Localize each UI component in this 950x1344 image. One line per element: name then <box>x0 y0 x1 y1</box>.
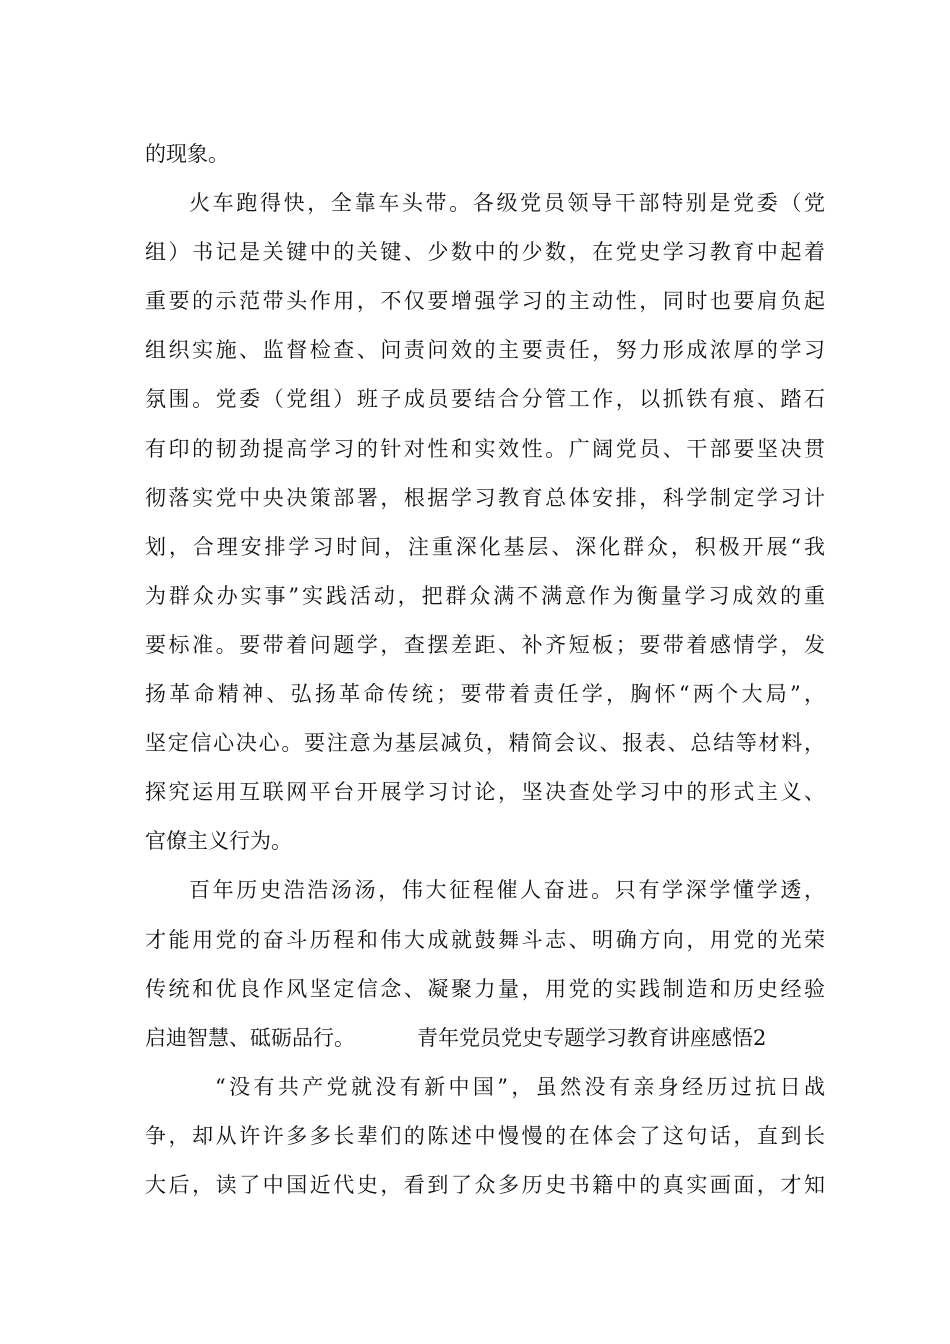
text-line: 组）书记是关键中的关键、少数中的少数，在党史学习教育中起着 <box>145 240 825 265</box>
section-heading: 青年党员党史专题学习教育讲座感悟2 <box>417 1025 767 1050</box>
text-segment: 启迪智慧、砥砺品行。 <box>145 1025 355 1050</box>
text-line: 氛围。党委（党组）班子成员要结合分管工作，以抓铁有痕、踏石 <box>145 387 825 412</box>
text-line: 有印的韧劲提高学习的针对性和实效性。广阔党员、干部要坚决贯 <box>145 436 825 461</box>
text-line-with-heading <box>145 1014 825 1063</box>
text-line: 才能用党的奋斗历程和伟大成就鼓舞斗志、明确方向，用党的光荣 <box>145 927 825 952</box>
text-line: 坚定信心决心。要注意为基层减负，精简会议、报表、总结等材料， <box>145 731 825 756</box>
text-line: 彻落实党中央决策部署，根据学习教育总体安排，科学制定学习计 <box>145 485 825 510</box>
text-line: 为群众办实事”实践活动，把群众满不满意作为衡量学习成效的重 <box>145 583 825 608</box>
document-body <box>145 130 825 1210</box>
text-line: 百年历史浩浩汤汤，伟大征程催人奋进。只有学深学懂学透， <box>189 878 825 903</box>
text-line: 的现象。 <box>145 142 229 166</box>
text-line: 火车跑得快，全靠车头带。各级党员领导干部特别是党委（党 <box>189 191 825 216</box>
text-line: 传统和优良作风坚定信念、凝聚力量，用党的实践制造和历史经验 <box>145 976 825 1001</box>
text-line: 大后，读了中国近代史，看到了众多历史书籍中的真实画面，才知 <box>145 1172 825 1197</box>
text-line: “没有共产党就没有新中国”，虽然没有亲身经历过抗日战 <box>215 1074 825 1099</box>
text-line: 划，合理安排学习时间，注重深化基层、深化群众，积极开展“我 <box>145 534 825 559</box>
text-line: 组织实施、监督检查、问责问效的主要责任，努力形成浓厚的学习 <box>145 338 825 363</box>
text-line: 官僚主义行为。 <box>145 829 292 854</box>
text-line: 探究运用互联网平台开展学习讨论，坚决查处学习中的形式主义、 <box>145 780 825 805</box>
text-line: 要标准。要带着问题学，查摆差距、补齐短板；要带着感情学，发 <box>145 632 825 657</box>
text-line: 争，却从许许多多长辈们的陈述中慢慢的在体会了这句话，直到长 <box>145 1123 825 1148</box>
text-line: 重要的示范带头作用，不仅要增强学习的主动性，同时也要肩负起 <box>145 289 825 314</box>
text-line: 扬革命精神、弘扬革命传统；要带着责任学，胸怀“两个大局”， <box>145 682 825 707</box>
